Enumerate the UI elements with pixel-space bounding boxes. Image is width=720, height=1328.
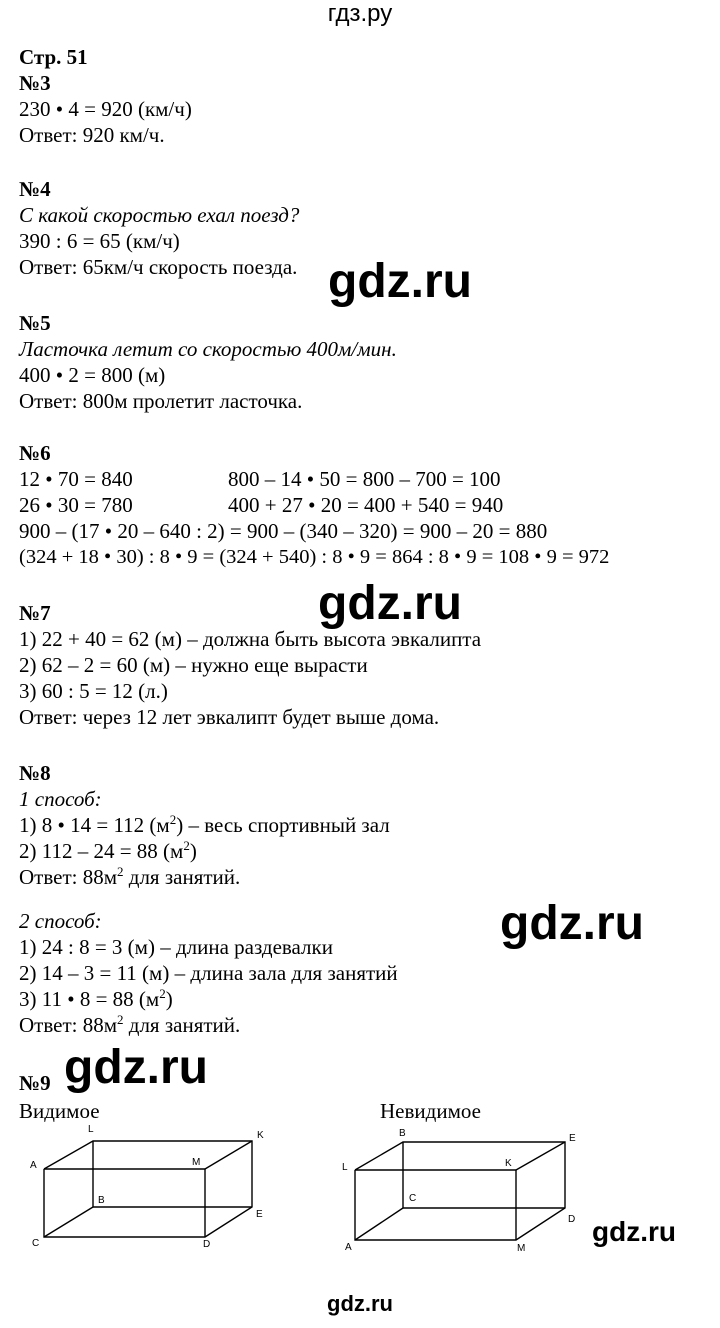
task-3-line-1: 230 • 4 = 920 (км/ч) (19, 97, 192, 121)
box-inner-edges (93, 1141, 252, 1207)
task-6-expr-3: 26 • 30 = 780 (19, 493, 133, 517)
task-5-line-1: 400 • 2 = 800 (м) (19, 363, 166, 387)
task-8-method-2-answer: Ответ: $88м^2$ для занятий. (19, 1012, 241, 1037)
task-7-line-3: 3) 60 : 5 = 12 (л.) (19, 679, 168, 703)
task-8-method-1-label: 1 способ: (19, 787, 102, 811)
task-5-number: №5 (19, 311, 51, 335)
watermark: gdz.ru (592, 1216, 676, 1247)
task-6-expr-1: 12 • 70 = 840 (19, 467, 133, 491)
box-top-edge (516, 1142, 565, 1170)
vertex-L: L (88, 1124, 94, 1135)
box-outline (355, 1142, 565, 1240)
box-front-edges (355, 1170, 516, 1240)
vertex-K: K (505, 1158, 512, 1169)
task-8-method-2-line-2: 2) 14 – 3 = 11 (м) – длина зала для занятий (19, 961, 398, 985)
task-8-method-2-line-1: 1) 24 : 8 = 3 (м) – длина раздевалки (19, 935, 333, 959)
vertex-C: C (409, 1193, 417, 1204)
task-6-expr-6: (324 + 18 • 30) : 8 • 9 = (324 + 540) : 8 • 9 = 864 : 8 • 9 = 108 • 9 = 972 (19, 546, 610, 568)
box-inner-diagonal (44, 1207, 93, 1237)
task-5-answer: Ответ: 800м пролетит ласточка. (19, 389, 303, 413)
page-number: Стр. 51 (19, 45, 88, 69)
vertex-E: E (256, 1209, 263, 1220)
box-front-edges (44, 1169, 205, 1237)
vertex-D: D (203, 1239, 211, 1250)
box-outline (44, 1141, 252, 1237)
task-7-line-1: 1) 22 + 40 = 62 (м) – должна быть высота эвкалипта (19, 627, 482, 651)
task-9-number: №9 (19, 1071, 51, 1095)
visible-label: Видимое (19, 1099, 100, 1123)
task-8-method-2-line-3: 3) 11 • 8 = 88 $(м^2)$ (19, 986, 173, 1011)
task-7-line-2: 2) 62 – 2 = 60 (м) – нужно еще вырасти (19, 653, 368, 677)
invisible-label: Невидимое (380, 1099, 481, 1123)
box-top-edge (205, 1141, 252, 1169)
task-7-number: №7 (19, 601, 51, 625)
vertex-M: M (192, 1157, 201, 1168)
vertex-B: B (98, 1195, 105, 1206)
box-visible-figure (20, 1120, 280, 1255)
box-inner-edges (403, 1142, 565, 1208)
site-header: гдз.ру (327, 0, 393, 27)
task-4-line-1: 390 : 6 = 65 (км/ч) (19, 229, 180, 253)
task-8-method-1-line-1: 1) 8 • 14 = 112 $(м^2)$ – весь спортивный зал (19, 812, 390, 837)
vertex-A: A (30, 1160, 37, 1171)
watermark: gdz.ru (64, 1041, 208, 1094)
task-6-expr-2: 800 – 14 • 50 = 800 – 700 = 100 (228, 467, 501, 491)
box-invisible-figure (335, 1120, 600, 1260)
task-8-method-2-label: 2 способ: (19, 909, 102, 933)
vertex-B: B (399, 1128, 406, 1139)
task-7-answer: Ответ: через 12 лет эвкалипт будет выше дома. (19, 705, 440, 729)
task-4-number: №4 (19, 177, 51, 201)
task-6-expr-5: 900 – (17 • 20 – 640 : 2) = 900 – (340 – 320) = 900 – 20 = 880 (19, 519, 548, 543)
watermark: gdz.ru (500, 897, 644, 950)
task-3-number: №3 (19, 71, 51, 95)
task-4-answer: Ответ: 65км/ч скорость поезда. (19, 255, 298, 279)
task-8-method-1-line-2: 2) 112 – 24 = 88 $(м^2)$ (19, 838, 197, 863)
task-4-question: С какой скоростью ехал поезд? (19, 203, 300, 227)
vertex-E: E (569, 1133, 576, 1144)
vertex-A: A (345, 1242, 352, 1253)
watermark: gdz.ru (318, 577, 462, 630)
task-8-number: №8 (19, 761, 51, 785)
task-3-answer: Ответ: 920 км/ч. (19, 123, 165, 147)
task-6-expr-4: 400 + 27 • 20 = 400 + 540 = 940 (228, 493, 504, 517)
vertex-C: C (32, 1238, 40, 1249)
vertex-M: M (517, 1243, 526, 1254)
task-8-method-1-answer: Ответ: $88м^2$ для занятий. (19, 864, 241, 889)
task-6-number: №6 (19, 441, 51, 465)
vertex-K: K (257, 1130, 264, 1141)
site-footer: gdz.ru (327, 1291, 393, 1316)
task-5-question: Ласточка летит со скоростью 400м/мин. (19, 337, 397, 361)
watermark: gdz.ru (328, 255, 472, 308)
box-inner-diagonal (355, 1208, 403, 1240)
vertex-L: L (342, 1162, 348, 1173)
vertex-D: D (568, 1214, 576, 1225)
